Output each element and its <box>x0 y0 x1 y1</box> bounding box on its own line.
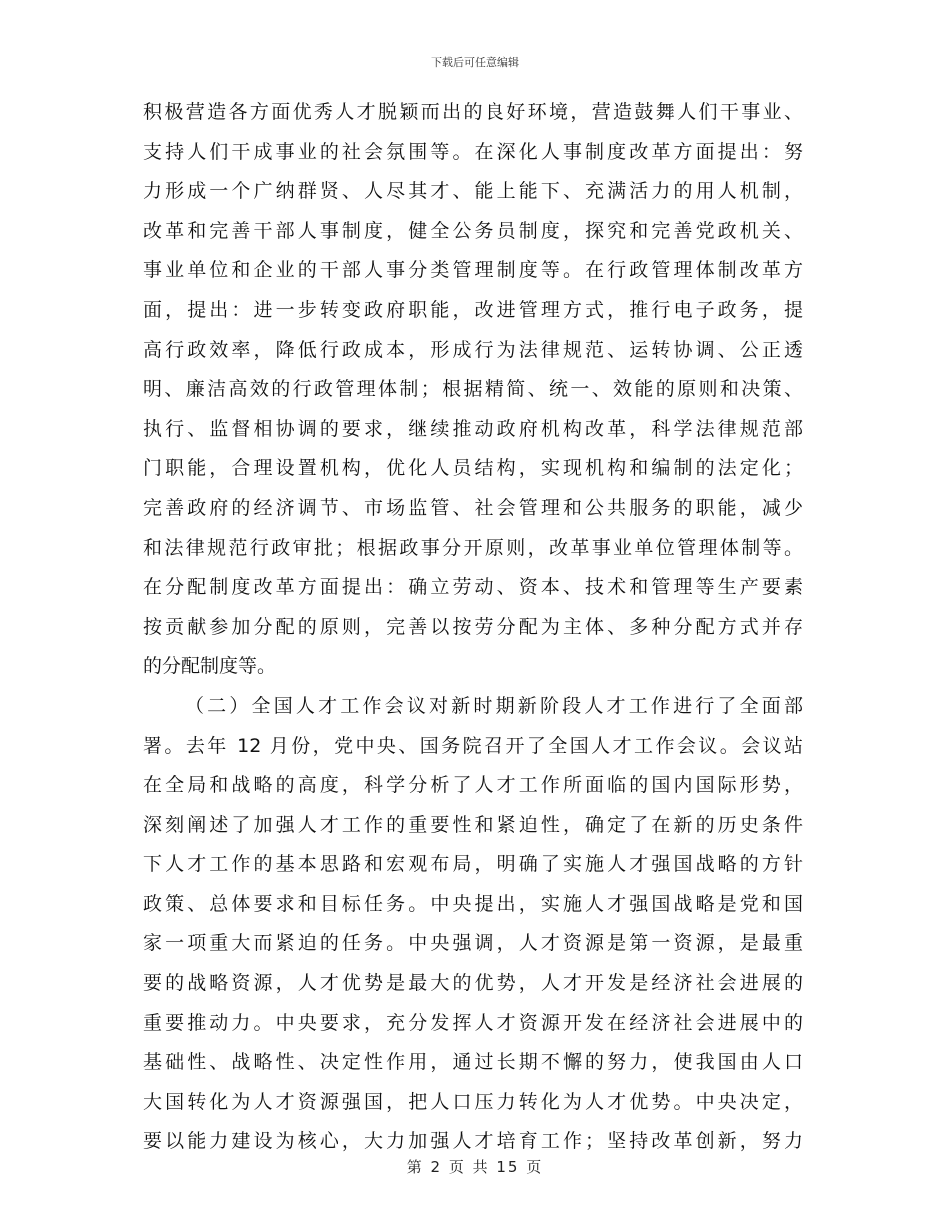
paragraph-2 <box>143 687 803 1162</box>
text-line: 基础性、战略性、决定性作用，通过长期不懈的努力，使我国由人口 <box>143 1051 803 1074</box>
text-line: 重要推动力。中央要求，充分发挥人才资源开发在经济社会进展中的 <box>143 1011 803 1034</box>
text-line: 要以能力建设为核心，大力加强人才培育工作；坚持改革创新，努力 <box>143 1130 803 1153</box>
text-line: 深刻阐述了加强人才工作的重要性和紧迫性，确定了在新的历史条件 <box>143 813 803 836</box>
text-line: 在全局和战略的高度，科学分析了人才工作所面临的国内国际形势， <box>143 774 803 797</box>
text-line: 事业单位和企业的干部人事分类管理制度等。在行政管理体制改革方 <box>143 259 803 282</box>
text-line: 和法律规范行政审批；根据政事分开原则，改革事业单位管理体制等。 <box>143 536 803 559</box>
text-line: 明、廉洁高效的行政管理体制；根据精简、统一、效能的原则和决策、 <box>143 378 803 401</box>
text-line: 改革和完善干部人事制度，健全公务员制度，探究和完善党政机关、 <box>143 219 803 242</box>
text-line: 的分配制度等。 <box>143 655 277 678</box>
text-line: 政策、总体要求和目标任务。中央提出，实施人才强国战略是党和国 <box>143 892 803 915</box>
text-line: 执行、监督相协调的要求，继续推动政府机构改革，科学法律规范部 <box>143 417 803 440</box>
text-line: 署。去年 12 月份，党中央、国务院召开了全国人才工作会议。会议站 <box>143 734 803 757</box>
text-line: 支持人们干成事业的社会氛围等。在深化人事制度改革方面提出：努 <box>143 140 803 163</box>
text-line: 大国转化为人才资源强国，把人口压力转化为人才优势。中央决定， <box>143 1090 803 1113</box>
text-line: 门职能，合理设置机构，优化人员结构，实现机构和编制的法定化； <box>143 457 803 480</box>
text-line: 面，提出：进一步转变政府职能，改进管理方式，推行电子政务，提 <box>143 298 803 321</box>
text-line: 在分配制度改革方面提出：确立劳动、资本、技术和管理等生产要素 <box>143 576 803 599</box>
document-body <box>143 93 803 1162</box>
text-line: 家一项重大而紧迫的任务。中央强调，人才资源是第一资源，是最重 <box>143 932 803 955</box>
text-line: 完善政府的经济调节、市场监管、社会管理和公共服务的职能，减少 <box>143 496 803 519</box>
paragraph-1 <box>143 93 803 687</box>
text-line: 要的战略资源，人才优势是最大的优势，人才开发是经济社会进展的 <box>143 972 803 995</box>
page-header: 下载后可任意编辑 <box>431 56 519 69</box>
text-line: 积极营造各方面优秀人才脱颖而出的良好环境，营造鼓舞人们干事业、 <box>143 101 803 123</box>
text-line: 高行政效率，降低行政成本，形成行为法律规范、运转协调、公正透 <box>143 338 803 361</box>
page-number-footer: 第 2 页 共 15 页 <box>406 1158 544 1176</box>
text-line: 按贡献参加分配的原则，完善以按劳分配为主体、多种分配方式并存 <box>143 615 803 638</box>
text-line: （二）全国人才工作会议对新时期新阶段人才工作进行了全面部 <box>185 694 803 717</box>
text-line: 力形成一个广纳群贤、人尽其才、能上能下、充满活力的用人机制， <box>143 180 803 203</box>
text-line: 下人才工作的基本思路和宏观布局，明确了实施人才强国战略的方针 <box>143 853 803 876</box>
